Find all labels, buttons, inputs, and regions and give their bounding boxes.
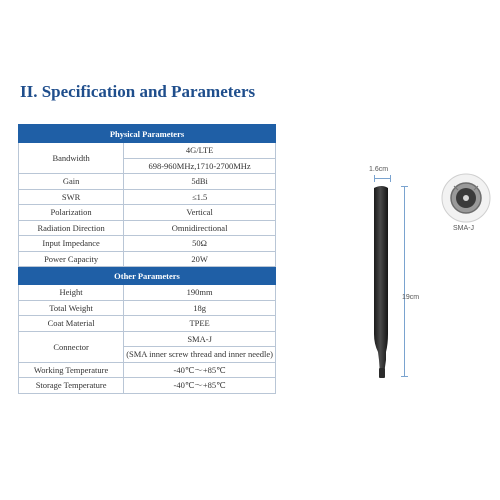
height-dimension-line — [404, 186, 405, 376]
width-dimension-tick-right — [390, 175, 391, 182]
width-dimension-label: 1.6cm — [369, 166, 389, 173]
table-row — [19, 378, 276, 394]
antenna-image — [368, 184, 398, 380]
table-row — [19, 285, 276, 301]
row-value-bandwidth-range: 698-960MHz,1710-2700MHz — [124, 158, 276, 174]
height-dimension-tick-top — [401, 186, 408, 187]
row-label-height: Height — [19, 285, 124, 301]
row-label-power: Power Capacity — [19, 251, 124, 267]
section-title-other: Other Parameters — [19, 267, 276, 285]
sma-connector-icon — [440, 172, 492, 224]
width-dimension-line — [374, 178, 390, 179]
section-header-other — [19, 267, 276, 285]
row-value-connector-detail: (SMA inner screw thread and inner needle) — [124, 347, 276, 363]
table-row — [19, 300, 276, 316]
spec-table — [18, 124, 276, 394]
row-value-connector-type: SMA-J — [124, 331, 276, 347]
table-row — [19, 251, 276, 267]
row-value-radiation: Omnidirectional — [124, 220, 276, 236]
row-value-height: 190mm — [124, 285, 276, 301]
row-label-bandwidth: Bandwidth — [19, 143, 124, 174]
row-value-impedance: 50Ω — [124, 236, 276, 252]
page-heading: II. Specification and Parameters — [20, 82, 256, 101]
section-header-physical — [19, 125, 276, 143]
row-label-polarization: Polarization — [19, 205, 124, 221]
row-label-weight: Total Weight — [19, 300, 124, 316]
table-row — [19, 205, 276, 221]
row-label-storage-temp: Storage Temperature — [19, 378, 124, 394]
row-value-swr: ≤1.5 — [124, 189, 276, 205]
row-value-power: 20W — [124, 251, 276, 267]
row-label-impedance: Input Impedance — [19, 236, 124, 252]
table-row — [19, 174, 276, 190]
table-row — [19, 189, 276, 205]
row-label-gain: Gain — [19, 174, 124, 190]
row-label-connector: Connector — [19, 331, 124, 362]
row-value-weight: 18g — [124, 300, 276, 316]
height-dimension-tick-bottom — [401, 376, 408, 377]
section-title-physical: Physical Parameters — [19, 125, 276, 143]
row-label-swr: SWR — [19, 189, 124, 205]
row-label-coat: Coat Material — [19, 316, 124, 332]
table-row — [19, 236, 276, 252]
row-value-working-temp: -40℃～+85℃ — [124, 362, 276, 378]
height-dimension-label: 19cm — [402, 294, 420, 301]
width-dimension-tick-left — [374, 175, 375, 182]
table-row — [19, 331, 276, 347]
connector-label: SMA-J — [453, 225, 474, 232]
row-label-working-temp: Working Temperature — [19, 362, 124, 378]
table-row — [19, 362, 276, 378]
table-row — [19, 143, 276, 159]
row-value-polarization: Vertical — [124, 205, 276, 221]
table-row — [19, 316, 276, 332]
table-row — [19, 220, 276, 236]
row-value-coat: TPEE — [124, 316, 276, 332]
row-value-gain: 5dBi — [124, 174, 276, 190]
row-label-radiation: Radiation Direction — [19, 220, 124, 236]
row-value-bandwidth-type: 4G/LTE — [124, 143, 276, 159]
row-value-storage-temp: -40℃～+85℃ — [124, 378, 276, 394]
